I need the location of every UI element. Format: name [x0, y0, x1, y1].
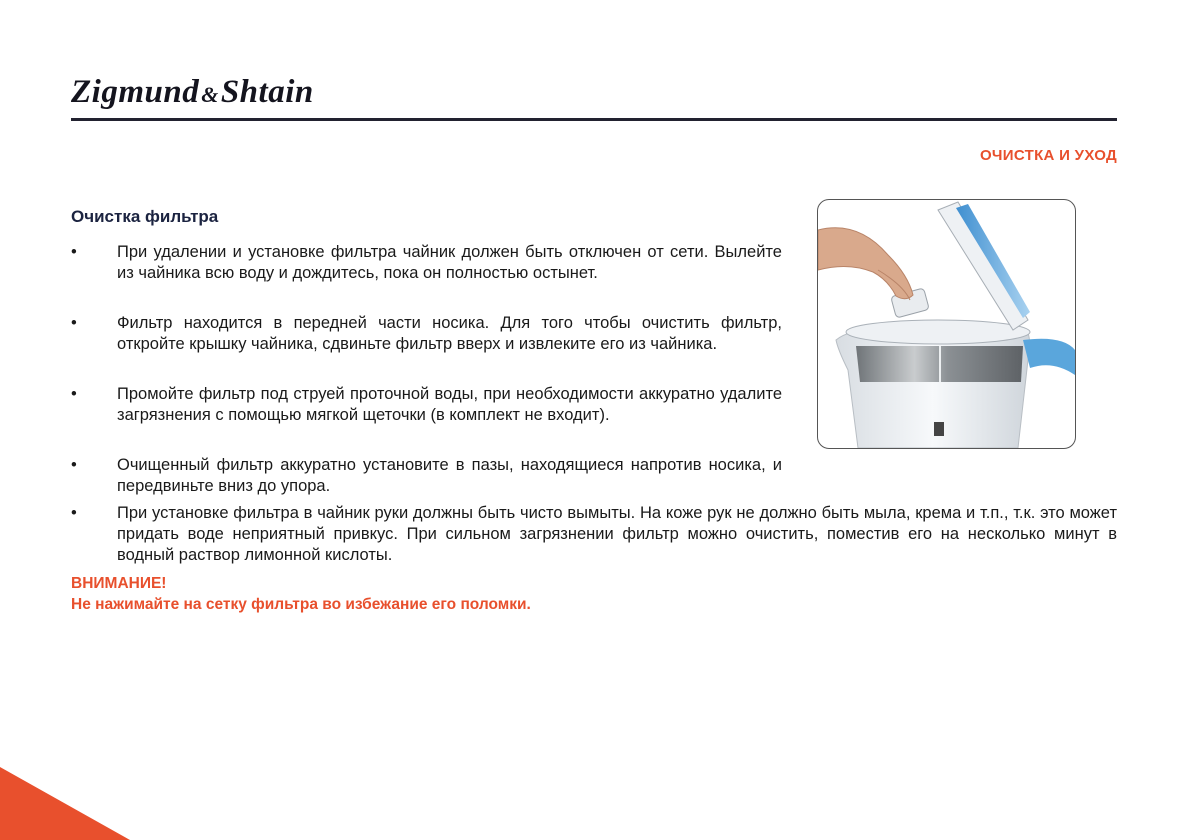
section-title: ОЧИСТКА И УХОД: [979, 147, 1117, 164]
corner-accent: [0, 767, 130, 840]
brand-name-part1: Zigmund: [71, 74, 200, 110]
subsection-heading: Очистка фильтра: [71, 207, 219, 226]
list-item: [71, 313, 782, 355]
list-item-text: Промойте фильтр под струей проточной воды, при необходимости аккуратно удалите загрязнения с помощью мягкой щеточки (в комплект не входит).: [117, 385, 782, 424]
list-item-text: При удалении и установке фильтра чайник должен быть отключен от сети. Вылейте из чайника всю воду и дождитесь, пока он полностью остынет.: [117, 243, 782, 282]
list-item-text: Очищенный фильтр аккуратно установите в пазы, находящиеся напротив носика, и передвиньте вниз до упора.: [117, 456, 782, 495]
bullet-icon: •: [71, 314, 77, 332]
brand-ampersand: &: [201, 82, 219, 107]
brand-logo: [71, 72, 314, 115]
header-rule: [71, 118, 1117, 121]
warning-text: Не нажимайте на сетку фильтра во избежание его поломки.: [71, 596, 531, 613]
bullet-icon: •: [71, 243, 77, 261]
kettle-illustration: [818, 200, 1075, 448]
list-item: [71, 455, 782, 497]
bullet-icon: •: [71, 456, 77, 474]
brand-name-part2: Shtain: [220, 74, 314, 110]
bullet-icon: •: [71, 385, 77, 403]
list-item: [71, 503, 1117, 566]
kettle-filter-photo: [817, 199, 1076, 449]
warning-title: ВНИМАНИЕ!: [71, 575, 167, 592]
list-item: [71, 242, 782, 284]
bullet-icon: •: [71, 504, 77, 522]
list-item-text: При установке фильтра в чайник руки должны быть чисто вымыты. На коже рук не должно быть мыла, крема и т.п., т.к. это может придать воде неприятный привкус. При сильном загрязнении фильтр можно очистить, поместив его на несколько минут в водный раствор лимонной кислоты.: [117, 504, 1117, 564]
list-item-text: Фильтр находится в передней части носика. Для того чтобы очистить фильтр, откройте крышку чайника, сдвиньте фильтр вверх и извлеките его из чайника.: [117, 314, 782, 353]
list-item: [71, 384, 782, 426]
